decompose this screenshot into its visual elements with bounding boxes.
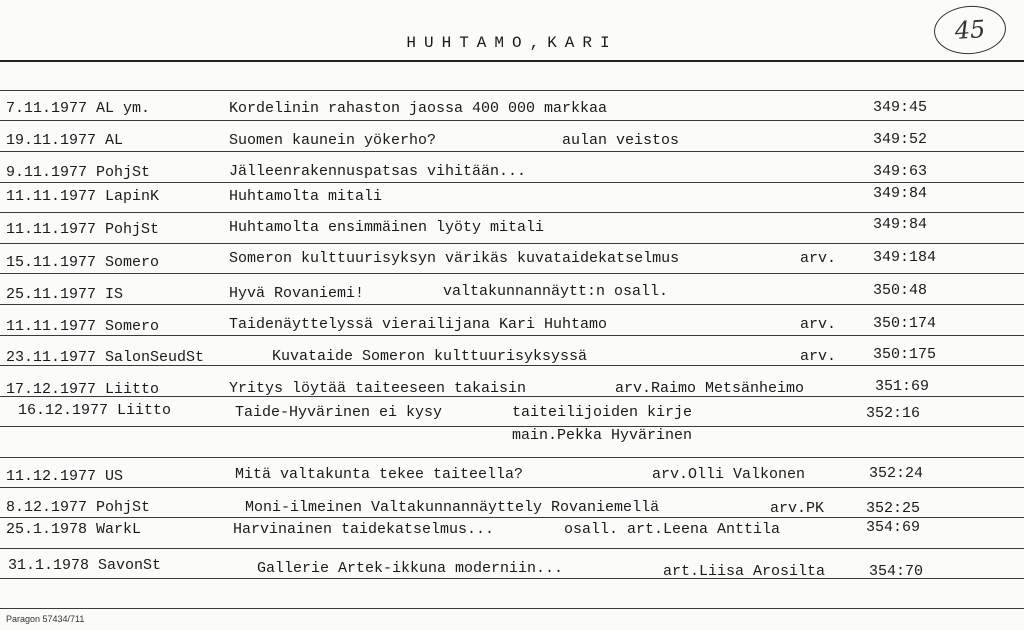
entry-title: Hyvä Rovaniemi! (229, 285, 365, 302)
entry-ref: 350:174 (873, 315, 937, 332)
entry-ref: 349:52 (873, 131, 928, 148)
entry-note: art.Liisa Arosilta (663, 563, 826, 580)
ruled-line (0, 273, 1024, 274)
entry-title: Jälleenrakennuspatsas vihitään... (229, 163, 527, 180)
entry-note: arv. (800, 348, 837, 365)
ruled-line (0, 548, 1024, 549)
ruled-line (0, 243, 1024, 244)
entry-ref: 349:184 (873, 249, 937, 266)
entry-date-source: 11.11.1977 LapinK (6, 188, 160, 205)
entry-title: Gallerie Artek-ikkuna moderniin... (257, 560, 564, 577)
ruled-line (0, 212, 1024, 213)
header-rule (0, 60, 1024, 62)
entry-ref: 352:16 (866, 405, 921, 422)
entry-note: arv.PK (770, 500, 825, 517)
entry-date-source: 25.11.1977 IS (6, 286, 124, 303)
entry-ref: 351:69 (875, 378, 930, 395)
entry-note: valtakunnannäytt:n osall. (443, 283, 669, 300)
printer-imprint: Paragon 57434/711 (6, 614, 85, 624)
entry-note-continued: main.Pekka Hyvärinen (512, 427, 693, 444)
entry-ref: 352:25 (866, 500, 921, 517)
entry-date-source: 11.11.1977 PohjSt (6, 221, 160, 238)
ruled-line (0, 120, 1024, 121)
entry-title: Huhtamolta mitali (229, 188, 383, 205)
entry-date-source: 25.1.1978 WarkL (6, 521, 142, 538)
entry-ref: 354:70 (869, 563, 924, 580)
ruled-line (0, 487, 1024, 488)
entry-title: Mitä valtakunta tekee taiteella? (235, 466, 524, 483)
entry-date-source: 31.1.1978 SavonSt (8, 557, 162, 574)
ruled-line (0, 151, 1024, 152)
entry-title: Moni-ilmeinen Valtakunnannäyttely Rovaniemellä (245, 499, 660, 516)
entry-date-source: 23.11.1977 SalonSeudSt (6, 349, 205, 366)
entry-date-source: 17.12.1977 Liitto (6, 381, 160, 398)
entry-note: arv.Raimo Metsänheimo (615, 380, 805, 397)
entry-date-source: 16.12.1977 Liitto (18, 402, 172, 419)
entry-note: aulan veistos (562, 132, 680, 149)
entry-title: Huhtamolta ensimmäinen lyöty mitali (229, 219, 545, 236)
entry-date-source: 11.12.1977 US (6, 468, 124, 485)
entry-title: Suomen kaunein yökerho? (229, 132, 437, 149)
entry-date-source: 15.11.1977 Somero (6, 254, 160, 271)
entry-date-source: 9.11.1977 PohjSt (6, 164, 151, 181)
entry-ref: 349:45 (873, 99, 928, 116)
entry-title: Yritys löytää taiteeseen takaisin (229, 380, 527, 397)
ruled-line (0, 457, 1024, 458)
entry-date-source: 11.11.1977 Somero (6, 318, 160, 335)
entry-ref: 349:84 (873, 216, 928, 233)
ruled-line (0, 608, 1024, 609)
card-number: 45 (932, 4, 1007, 57)
card-title: HUHTAMO,KARI (406, 34, 618, 52)
ruled-line (0, 90, 1024, 91)
entry-date-source: 19.11.1977 AL (6, 132, 124, 149)
ruled-line (0, 182, 1024, 183)
entry-note: arv.Olli Valkonen (652, 466, 806, 483)
ruled-line (0, 304, 1024, 305)
entry-ref: 354:69 (866, 519, 921, 536)
entry-title: Harvinainen taidekatselmus... (233, 521, 495, 538)
entry-note: osall. art.Leena Anttila (564, 521, 781, 538)
entry-date-source: 7.11.1977 AL ym. (6, 100, 151, 117)
entry-title: Kordelinin rahaston jaossa 400 000 markkaa (229, 100, 608, 117)
entry-ref: 350:48 (873, 282, 928, 299)
entry-note: taiteilijoiden kirje (512, 404, 693, 421)
entry-ref: 352:24 (869, 465, 924, 482)
entry-title: Taide-Hyvärinen ei kysy (235, 404, 443, 421)
entry-ref: 349:63 (873, 163, 928, 180)
entry-date-source: 8.12.1977 PohjSt (6, 499, 151, 516)
entry-note: arv. (800, 316, 837, 333)
entry-title: Taidenäyttelyssä vierailijana Kari Huhtamo (229, 316, 608, 333)
entry-ref: 349:84 (873, 185, 928, 202)
entry-ref: 350:175 (873, 346, 937, 363)
entry-note: arv. (800, 250, 837, 267)
entry-title: Kuvataide Someron kulttuurisyksyssä (272, 348, 588, 365)
entry-title: Someron kulttuurisyksyn värikäs kuvataidekatselmus (229, 250, 680, 267)
